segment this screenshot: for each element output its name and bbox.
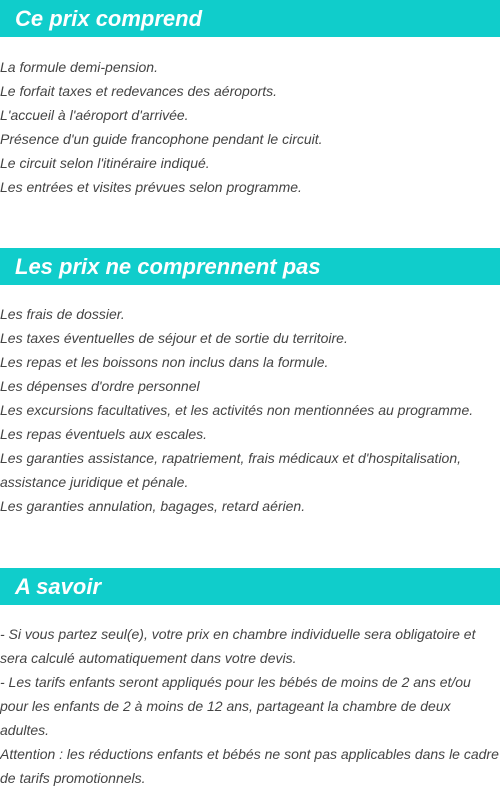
section-price-excludes bbox=[0, 248, 500, 518]
list-item: Le circuit selon l'itinéraire indiqué. bbox=[0, 155, 210, 171]
section-price-includes bbox=[0, 0, 500, 199]
list-item: Attention : les réductions enfants et bébés ne sont pas applicables dans le cadre de tarifs promotionnels. bbox=[0, 746, 499, 786]
section-header-good-to-know: A savoir bbox=[0, 568, 500, 605]
list-item: - Si vous partez seul(e), votre prix en chambre individuelle sera obligatoire et sera calculé automatiquement dans votre devis. bbox=[0, 626, 476, 666]
list-price-excludes bbox=[0, 302, 500, 518]
list-item: Les garanties annulation, bagages, retard aérien. bbox=[0, 498, 306, 514]
list-item: Les frais de dossier. bbox=[0, 306, 125, 322]
list-good-to-know bbox=[0, 622, 500, 790]
section-good-to-know bbox=[0, 568, 500, 790]
list-item: - Les tarifs enfants seront appliqués pour les bébés de moins de 2 ans et/ou pour les enfants de 2 à moins de 12 ans, partageant la chambre de deux adultes. bbox=[0, 674, 471, 738]
section-header-price-includes: Ce prix comprend bbox=[0, 0, 500, 37]
list-item: Présence d'un guide francophone pendant le circuit. bbox=[0, 131, 323, 147]
list-item: Les taxes éventuelles de séjour et de sortie du territoire. bbox=[0, 330, 348, 346]
list-item: Les entrées et visites prévues selon programme. bbox=[0, 179, 302, 195]
list-item: L'accueil à l'aéroport d'arrivée. bbox=[0, 107, 189, 123]
list-item: La formule demi-pension. bbox=[0, 59, 158, 75]
list-item: Les repas et les boissons non inclus dans la formule. bbox=[0, 354, 329, 370]
section-header-price-excludes: Les prix ne comprennent pas bbox=[0, 248, 500, 285]
list-item: Les excursions facultatives, et les activités non mentionnées au programme. bbox=[0, 402, 474, 418]
list-price-includes bbox=[0, 55, 500, 199]
list-item: Les dépenses d'ordre personnel bbox=[0, 378, 200, 394]
list-item: Les garanties assistance, rapatriement, frais médicaux et d'hospitalisation, assistance juridique et pénale. bbox=[0, 450, 462, 490]
list-item: Les repas éventuels aux escales. bbox=[0, 426, 208, 442]
list-item: Le forfait taxes et redevances des aéroports. bbox=[0, 83, 278, 99]
